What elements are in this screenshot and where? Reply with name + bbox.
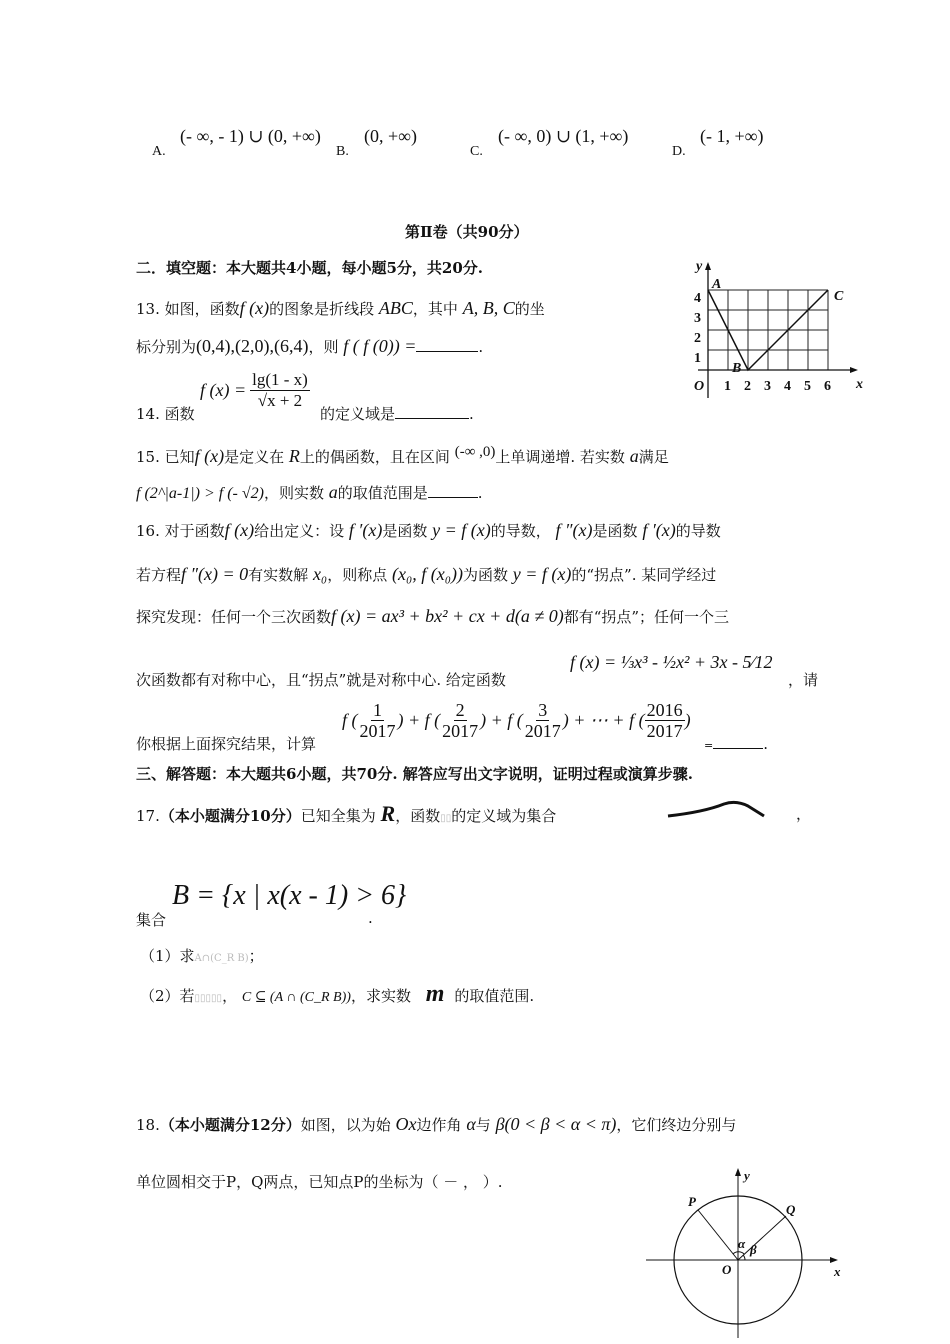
fig1-xtick: 4	[784, 379, 791, 394]
q13-line1: 13. 如图，函数f (x)的图象是折线段 ABC，其中 A, B, C的坐	[136, 298, 545, 318]
fig2-point-q: Q	[786, 1202, 796, 1217]
fig1-ytick: 4	[694, 291, 701, 306]
q16-line5: 你根据上面探究结果，计算	[136, 735, 317, 753]
q16-sum: f ( $\frac{1}{2017}$ ) + f ( $\frac{2}{2017}$ ) + f ( $\frac{3}{2017}$ ) + ⋯ + f ( $\frac{2016}{2017}$ )	[342, 700, 691, 741]
q15-line1: 15. 已知f (x)是定义在 R上的偶函数，且在区间 (-∞ ,0)上单调递增. 若实数 a满足	[136, 444, 669, 466]
fig2-angle-alpha: α	[738, 1236, 746, 1251]
option-b-text: (0, +∞)	[364, 126, 417, 146]
q16-line1: 16. 对于函数f (x)给出定义：设 f ′(x)是函数 y = f (x)的导数， f ″(x)是函数 f ′(x)的导数	[136, 520, 721, 540]
q16-line5-end: = .	[704, 735, 768, 753]
fig1-point-a: A	[712, 277, 722, 292]
fig1-ytick: 2	[694, 331, 701, 346]
option-a-label: A.	[152, 144, 166, 159]
fig2-angle-beta: β	[750, 1242, 757, 1257]
fig1-xtick: 6	[824, 379, 831, 394]
option-b-label: B.	[336, 144, 349, 159]
q17-line1-end: ，	[796, 805, 812, 823]
q17-set-a-image	[664, 798, 784, 820]
option-c-label: C.	[470, 144, 483, 159]
fig1-origin-label: O	[694, 379, 705, 394]
q18-line2: 单位圆相交于P，Q两点，已知点P的坐标为（ － ， ）.	[136, 1173, 503, 1191]
fill-section-header: 二．填空题：本大题共4小题，每小题5分，共20分.	[136, 259, 483, 277]
fig1-xtick: 3	[764, 379, 771, 394]
fig2-x-label: x	[834, 1264, 841, 1279]
q14-label: 14. 函数	[136, 405, 195, 423]
q17-part2: （2）若▯▯▯▯▯， C ⊆ (A ∩ (C_R B))，求实数 m 的取值范围.	[140, 981, 535, 1007]
option-d-label: D.	[672, 144, 686, 159]
fig1-point-c: C	[834, 289, 844, 304]
q17-line1: 17.（本小题满分10分）已知全集为 R，函数▯▯的定义域为集合	[136, 801, 557, 826]
q15-line2: f (2^|a-1|) > f (- √2)，则实数 a的取值范围是 .	[136, 482, 483, 502]
q15-answer-blank[interactable]	[428, 483, 478, 498]
fig1-ytick: 1	[694, 351, 701, 366]
q16-given-function: f (x) = ⅓x³ - ½x² + 3x - 5⁄12	[570, 652, 773, 672]
fig2-origin-label: O	[722, 1262, 732, 1277]
q14-formula: f (x) = $\frac{\lg(1 - x)}{√x + 2}$	[200, 370, 308, 410]
option-d-text: (- 1, +∞)	[700, 126, 764, 146]
fig2-y-label: y	[744, 1168, 750, 1183]
q18-unit-circle-figure	[640, 1164, 860, 1340]
fig1-xtick: 5	[804, 379, 811, 394]
q17-line2-end: .	[368, 909, 373, 927]
q17-line2-label: 集合	[136, 911, 167, 929]
q13-graph	[676, 258, 870, 408]
q14-answer-blank[interactable]	[395, 404, 469, 419]
fig1-xtick: 2	[744, 379, 751, 394]
fig1-x-label: x	[856, 377, 863, 392]
q13-answer-blank[interactable]	[416, 337, 478, 352]
q16-line4-end: ，请	[788, 671, 819, 689]
q16-line3: 探究发现：任何一个三次函数f (x) = ax³ + bx² + cx + d(a ≠ 0)都有“拐点”；任何一个三	[136, 606, 730, 626]
q16-answer-blank[interactable]	[713, 734, 763, 749]
q18-line1: 18.（本小题满分12分）如图，以为始 Ox边作角 α与 β(0 < β < α < π)，它们终边分别与	[136, 1114, 737, 1134]
q16-line4: 次函数都有对称中心，且“拐点”就是对称中心. 给定函数	[136, 671, 506, 689]
q17-set-b: B = {x | x(x - 1) > 6}	[172, 880, 407, 911]
fig1-xtick: 1	[724, 379, 731, 394]
section-title: 第Ⅱ卷（共90分）	[405, 223, 529, 241]
q17-part1: （1）求A∩(C_R B)；	[140, 947, 264, 965]
solve-section-header: 三、解答题：本大题共6小题，共70分. 解答应写出文字说明，证明过程或演算步骤.	[136, 765, 693, 783]
q13-line2: 标分别为(0,4),(2,0),(6,4)，则 f ( f (0)) = .	[136, 336, 484, 356]
option-c-text: (- ∞, 0) ∪ (1, +∞)	[498, 126, 629, 146]
fig1-ytick: 3	[694, 311, 701, 326]
fig1-point-b: B	[732, 361, 742, 376]
fig1-y-label: y	[696, 259, 703, 274]
q16-line2: 若方程f ″(x) = 0有实数解 x₀，则称点 (x₀, f (x₀))为函数 y = f (x)的“拐点”. 某同学经过	[136, 564, 717, 584]
fig2-point-p: P	[688, 1194, 696, 1209]
option-a-text: (- ∞, - 1) ∪ (0, +∞)	[180, 126, 321, 146]
q14-text: 的定义域是 .	[320, 405, 474, 423]
